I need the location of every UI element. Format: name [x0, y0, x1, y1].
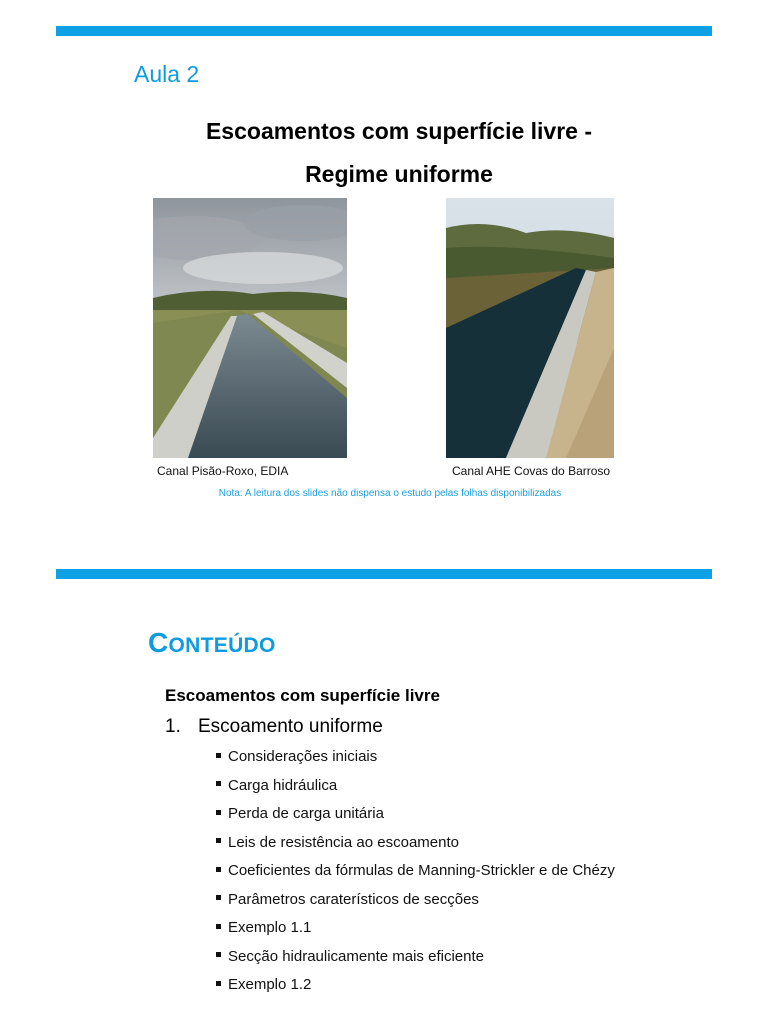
photo-canal-pisao-roxo — [153, 198, 347, 458]
bullet-square-icon — [216, 981, 221, 986]
list-item-text: Secção hidraulicamente mais eficiente — [228, 947, 484, 965]
contents-heading-initial: C — [148, 627, 169, 658]
bullet-square-icon — [216, 753, 221, 758]
list-item — [216, 947, 615, 976]
bullet-square-icon — [216, 895, 221, 900]
item-number: 1. — [165, 716, 181, 737]
item-label: Escoamento uniforme — [198, 716, 383, 737]
list-item — [216, 890, 615, 919]
list-item-text: Leis de resistência ao escoamento — [228, 833, 459, 851]
list-item — [216, 804, 615, 833]
slide-2 — [0, 545, 768, 1024]
list-item — [216, 918, 615, 947]
bullet-square-icon — [216, 838, 221, 843]
list-item — [216, 776, 615, 805]
photo-left-caption: Canal Pisão-Roxo, EDIA — [157, 464, 289, 478]
bullet-square-icon — [216, 867, 221, 872]
list-item — [216, 833, 615, 862]
numbered-item — [165, 716, 383, 738]
contents-heading-rest: ONTEÚDO — [168, 634, 276, 657]
list-item-text: Exemplo 1.2 — [228, 976, 312, 993]
bullet-square-icon — [216, 781, 221, 786]
list-item — [216, 747, 615, 776]
list-item-text: Perda de carga unitária — [228, 805, 384, 822]
list-item-text: Carga hidráulica — [228, 776, 338, 794]
slide-title-line-1: Escoamentos com superfície livre - — [205, 118, 593, 144]
photo-canal-covas-do-barroso — [446, 198, 614, 458]
top-accent-bar — [56, 26, 712, 36]
lesson-number: Aula 2 — [134, 61, 200, 87]
contents-subheading: Escoamentos com superfície livre — [165, 686, 440, 705]
list-item — [216, 861, 615, 890]
top-accent-bar — [56, 569, 712, 579]
study-note: Nota: A leitura dos slides não dispensa o estudo pelas folhas disponibilizadas — [218, 488, 562, 499]
bullet-square-icon — [216, 952, 221, 957]
slide-title-line-2: Regime uniforme — [305, 161, 493, 187]
photo-right-caption: Canal AHE Covas do Barroso — [452, 464, 611, 478]
bullet-square-icon — [216, 924, 221, 929]
list-item-text: Parâmetros caraterísticos de secções — [228, 890, 479, 908]
list-item-text: Considerações iniciais — [228, 748, 378, 765]
list-item-text: Coeficientes da fórmulas de Manning-Strickler e de Chézy — [228, 862, 615, 879]
list-item-text: Exemplo 1.1 — [228, 919, 312, 936]
list-item — [216, 975, 615, 1004]
contents-heading — [148, 627, 276, 659]
bullet-square-icon — [216, 810, 221, 815]
topic-list — [216, 747, 615, 1004]
